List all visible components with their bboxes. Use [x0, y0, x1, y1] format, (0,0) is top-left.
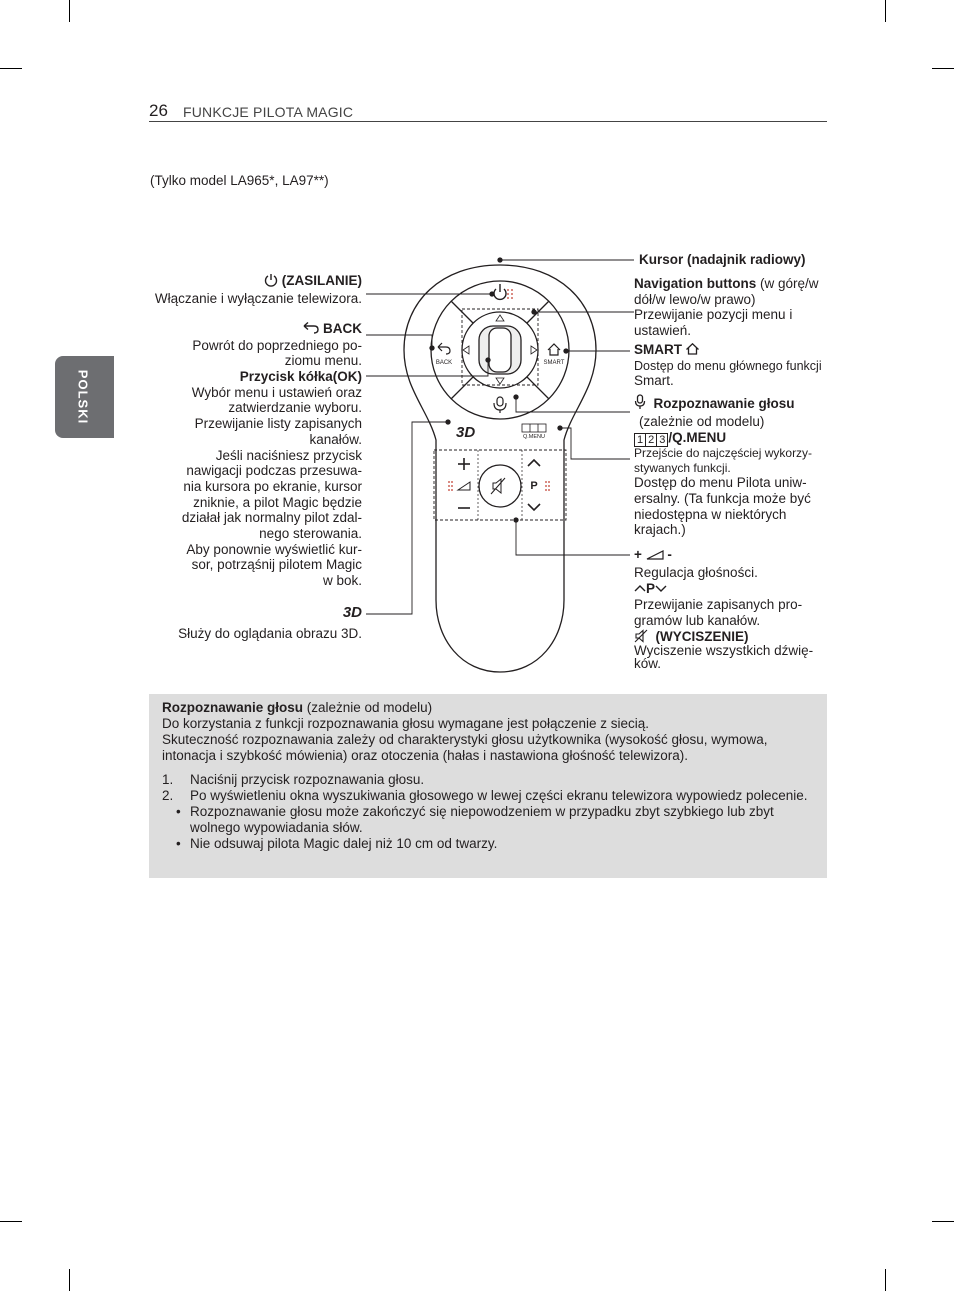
prog-line: gramów lub kanałów.: [634, 612, 761, 628]
crop-mark: [69, 1269, 70, 1291]
smart-label-remote: SMART: [543, 360, 565, 366]
note-step-text: Po wyświetleniu okna wyszukiwania głosowego w lewej części ekranu telewizora wypowiedz polecenie.: [190, 788, 808, 803]
mute-line: ków.: [634, 655, 662, 671]
qmenu-small: Przejście do najczęściej wykorzy-: [634, 446, 813, 460]
nav-title: Navigation buttons: [634, 276, 757, 291]
qmenu-key: 1: [634, 433, 646, 447]
language-tab-label: POLSKI: [75, 369, 91, 425]
smart-home-icon: [686, 343, 699, 359]
nav-title-tail: (w górę/w: [756, 276, 819, 291]
note-step-number: 2.: [162, 788, 174, 803]
smart-line: Dostęp do menu głównego funkcji: [634, 358, 822, 373]
chevron-up-icon: [634, 580, 646, 596]
crop-mark: [0, 1221, 22, 1222]
wheel-line: sor, potrząśnij pilotem Magic: [191, 557, 362, 573]
mute-line: Wyciszenie wszystkich dźwię-: [634, 643, 814, 659]
back-label-remote: BACK: [435, 360, 453, 366]
power-desc: Włączanie i wyłączanie telewizora.: [154, 290, 362, 306]
qmenu-key: 3: [657, 433, 668, 447]
wheel-line: kanałów.: [309, 431, 362, 447]
volume-icon: [646, 548, 664, 564]
voice-callout: [634, 394, 844, 429]
3d-desc: Służy do oglądania obrazu 3D.: [178, 625, 362, 641]
wheel-line: nego sterowania.: [259, 526, 362, 542]
wheel-title: Przycisk kółka(OK): [239, 369, 362, 384]
cursor-title: Kursor (nadajnik radiowy): [639, 252, 806, 267]
smart-title: SMART: [634, 342, 682, 357]
smart-callout: [634, 342, 844, 389]
mute-button-shape: [479, 465, 521, 507]
power-callout: [122, 273, 362, 306]
note-step: [162, 772, 812, 788]
wheel-line: działał jak normalny pilot zdal-: [181, 510, 362, 526]
qmenu-button-remote: [522, 424, 546, 432]
mute-icon: [491, 478, 505, 494]
microphone-icon: [634, 394, 646, 414]
program-p-remote: P: [530, 480, 538, 492]
qmenu-callout: [634, 430, 849, 538]
lower-dashed-box: [434, 450, 566, 520]
chevron-down-icon: [655, 580, 667, 596]
microphone-icon: [494, 397, 506, 413]
wheel-line: Jeśli naciśniesz przycisk: [215, 447, 362, 463]
voice-sub: (zależnie od modelu): [639, 413, 765, 429]
qmenu-line: krajach.): [634, 522, 686, 538]
back-title: BACK: [323, 321, 362, 336]
power-icon: [494, 284, 506, 299]
smart-home-icon: [548, 344, 560, 355]
smart-line: Smart.: [634, 373, 674, 389]
nav-callout: [634, 276, 844, 339]
wheel-line: w bok.: [322, 573, 362, 589]
wheel-line: nawigacji podczas przesuwa-: [186, 463, 362, 479]
mute-title: (WYCISZENIE): [655, 628, 749, 644]
qmenu-small: stywanych funkcji.: [634, 460, 731, 475]
wheel-line: Przewijanie listy zapisanych: [194, 416, 362, 432]
back-callout: [122, 321, 362, 369]
model-note: (Tylko model LA965*, LA97**): [150, 173, 329, 188]
voice-note-box: [149, 694, 827, 878]
note-step: [162, 788, 812, 804]
wheel-line: zniknie, a pilot Magic będzie: [193, 494, 362, 510]
qmenu-line: niedostępna w niektórych: [634, 506, 787, 522]
prog-line: Przewijanie zapisanych pro-: [634, 597, 803, 613]
vol-minus: -: [667, 547, 672, 562]
section-title: FUNKCJE PILOTA MAGIC: [183, 104, 354, 120]
3d-callout: [122, 605, 362, 641]
nav-line: Przewijanie pozycji menu i: [634, 307, 793, 323]
nav-line: dół/w lewo/w prawo): [634, 291, 756, 307]
note-step-text: Naciśnij przycisk rozpoznawania głosu.: [190, 772, 425, 787]
wheel-line: Wybór menu i ustawień oraz: [191, 384, 362, 400]
back-desc-2: ziomu menu.: [284, 353, 362, 369]
back-desc-1: Powrót do poprzedniego po-: [192, 337, 362, 353]
crop-mark: [932, 1221, 954, 1222]
qmenu-title: /Q.MENU: [668, 430, 727, 445]
qmenu-label-remote: Q.MENU: [523, 434, 545, 440]
crop-mark: [885, 1269, 886, 1291]
vol-plus: +: [634, 547, 642, 562]
3d-button-remote: 3D: [456, 424, 476, 441]
wheel-line: zatwierdzanie wyboru.: [228, 400, 362, 416]
note-steps: [162, 772, 812, 804]
3d-icon: 3D: [342, 604, 362, 621]
note-line: Do korzystania z funkcji rozpoznawania głosu wymagane jest połączenie z siecią.: [162, 716, 649, 731]
nav-line: ustawień.: [634, 323, 692, 339]
note-line: Skuteczność rozpoznawania zależy od charakterystyki głosu użytkownika (wysokość głosu, wymowa, intonacja i szybkość mówienia) oraz otoczenia (hałas i nastawiona głośność telewizora).: [162, 732, 768, 763]
qmenu-keys-icon: [634, 435, 668, 446]
power-icon: [264, 273, 278, 291]
qmenu-line: Dostęp do menu Pilota uniw-: [634, 475, 807, 491]
note-title-tail: (zależnie od modelu): [303, 700, 433, 715]
note-step-number: 1.: [162, 772, 174, 787]
wheel-line: Aby ponownie wyświetlić kur-: [186, 541, 362, 557]
voice-title: Rozpoznawanie głosu: [653, 396, 795, 411]
note-bullet: • Nie odsuwaj pilota Magic dalej niż 10 cm od twarzy.: [162, 836, 812, 852]
note-bullets: [162, 804, 812, 852]
cursor-callout: [639, 252, 806, 268]
back-arrow-icon: [303, 322, 319, 338]
power-title: (ZASILANIE): [281, 273, 362, 288]
page-number: 26: [149, 101, 168, 120]
wheel-line: nia kursora po ekranie, kursor: [183, 478, 362, 494]
vol-desc: Regulacja głośności.: [634, 564, 758, 580]
qmenu-line: ersalny. (Ta funkcja może być: [634, 490, 811, 506]
prog-p: P: [646, 581, 656, 597]
volume-callout: [634, 547, 844, 672]
wheel-callout: [122, 369, 362, 589]
back-icon: [438, 343, 450, 354]
note-bullet: • Rozpoznawanie głosu może zakończyć się niepowodzeniem w przypadku zbyt szybkiego lub zbyt wolnego wypowiadania słów.: [162, 804, 812, 836]
note-title: Rozpoznawanie głosu: [162, 700, 304, 715]
qmenu-key: 2: [646, 433, 657, 447]
